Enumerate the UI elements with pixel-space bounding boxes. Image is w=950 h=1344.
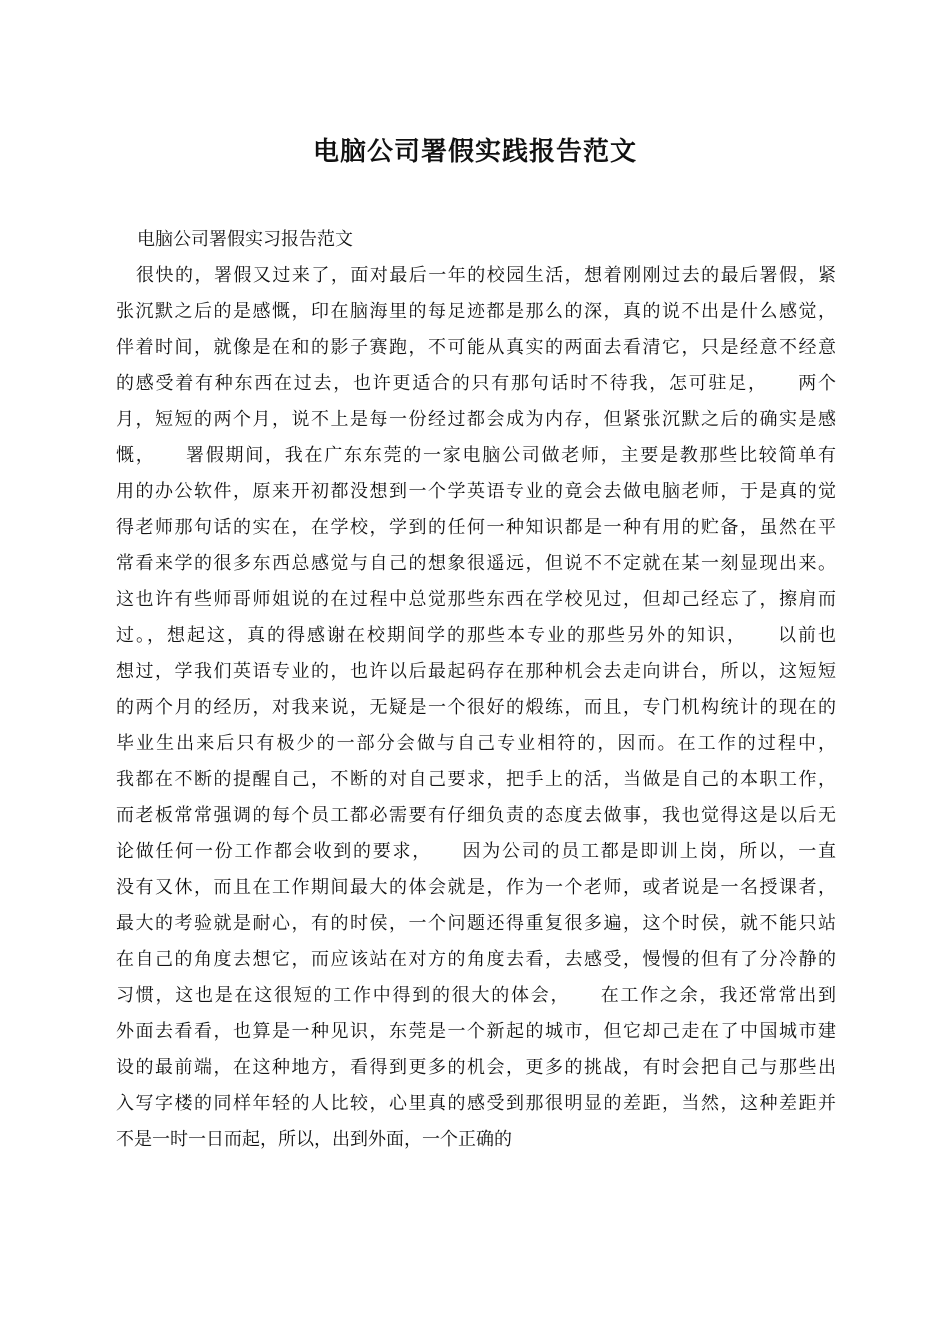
body-line: 的两个月的经历，对我来说，无疑是一个很好的煅练，而且，专门机构统计的现在的 xyxy=(116,697,836,718)
body-line: 论做任何一份工作都会收到的要求， 因为公司的员工都是即训上岗，所以，一直 xyxy=(116,841,836,862)
body-line: 得老师那句话的实在，在学校，学到的任何一种知识都是一种有用的贮备，虽然在平 xyxy=(116,517,836,538)
body-line: 没有又休，而且在工作期间最大的体会就是，作为一个老师，或者说是一名授课者， xyxy=(116,877,836,898)
body-line: 我都在不断的提醒自己，不断的对自己要求，把手上的活，当做是自己的本职工作， xyxy=(116,769,836,790)
body-line: 张沉默之后的是感慨，印在脑海里的每足迹都是那么的深，真的说不出是什么感觉， xyxy=(116,301,836,322)
body-line: 这也许有些师哥师姐说的在过程中总觉那些东西在学校见过，但却己经忘了，擦肩而 xyxy=(116,589,836,610)
body-line: 想过，学我们英语专业的，也许以后最起码存在那种机会去走向讲台，所以，这短短 xyxy=(116,661,836,682)
document-subtitle: 电脑公司署假实习报告范文 xyxy=(137,229,353,250)
body-line: 月，短短的两个月，说不上是每一份经过都会成为内存，但紧张沉默之后的确实是感 xyxy=(116,409,836,430)
body-line: 毕业生出来后只有极少的一部分会做与自己专业相符的，因而。在工作的过程中， xyxy=(116,733,836,754)
body-line: 过。，想起这，真的得感谢在校期间学的那些本专业的那些另外的知识， 以前也 xyxy=(116,625,836,646)
body-line: 的感受着有种东西在过去，也许更适合的只有那句话时不待我，怎可驻足， 两个 xyxy=(116,373,836,394)
body-line: 常看来学的很多东西总感觉与自己的想象很遥远，但说不不定就在某一刻显现出来。 xyxy=(116,553,836,574)
body-line: 最大的考验就是耐心，有的时侯，一个问题还得重复很多遍，这个时侯，就不能只站 xyxy=(116,913,836,934)
body-line: 入写字楼的同样年轻的人比较，心里真的感受到那很明显的差距，当然，这种差距并 xyxy=(116,1093,836,1114)
body-line: 而老板常常强调的每个员工都必需要有仔细负责的态度去做事，我也觉得这是以后无 xyxy=(116,805,836,826)
body-line: 伴着时间，就像是在和的影子赛跑，不可能从真实的两面去看清它，只是经意不经意 xyxy=(116,337,836,358)
body-line: 外面去看看，也算是一种见识，东莞是一个新起的城市，但它却己走在了中国城市建 xyxy=(116,1021,836,1042)
body-line: 不是一时一日而起，所以，出到外面，一个正确的 xyxy=(116,1129,512,1150)
body-line: 慨， 署假期间，我在广东东莞的一家电脑公司做老师，主要是教那些比较简单有 xyxy=(116,445,836,466)
document-title: 电脑公司署假实践报告范文 xyxy=(312,137,637,167)
body-line: 习惯，这也是在这很短的工作中得到的很大的体会， 在工作之余，我还常常出到 xyxy=(116,985,836,1006)
document-body xyxy=(116,258,836,1158)
body-line: 在自己的角度去想它，而应该站在对方的角度去看，去感受，慢慢的但有了分冷静的 xyxy=(116,949,836,970)
body-line: 设的最前端，在这种地方，看得到更多的机会，更多的挑战，有时会把自己与那些出 xyxy=(116,1057,836,1078)
body-line: 用的办公软件，原来开初都没想到一个学英语专业的竟会去做电脑老师，于是真的觉 xyxy=(116,481,836,502)
body-line: 很快的，署假又过来了，面对最后一年的校园生活，想着刚刚过去的最后署假，紧 xyxy=(136,265,836,286)
